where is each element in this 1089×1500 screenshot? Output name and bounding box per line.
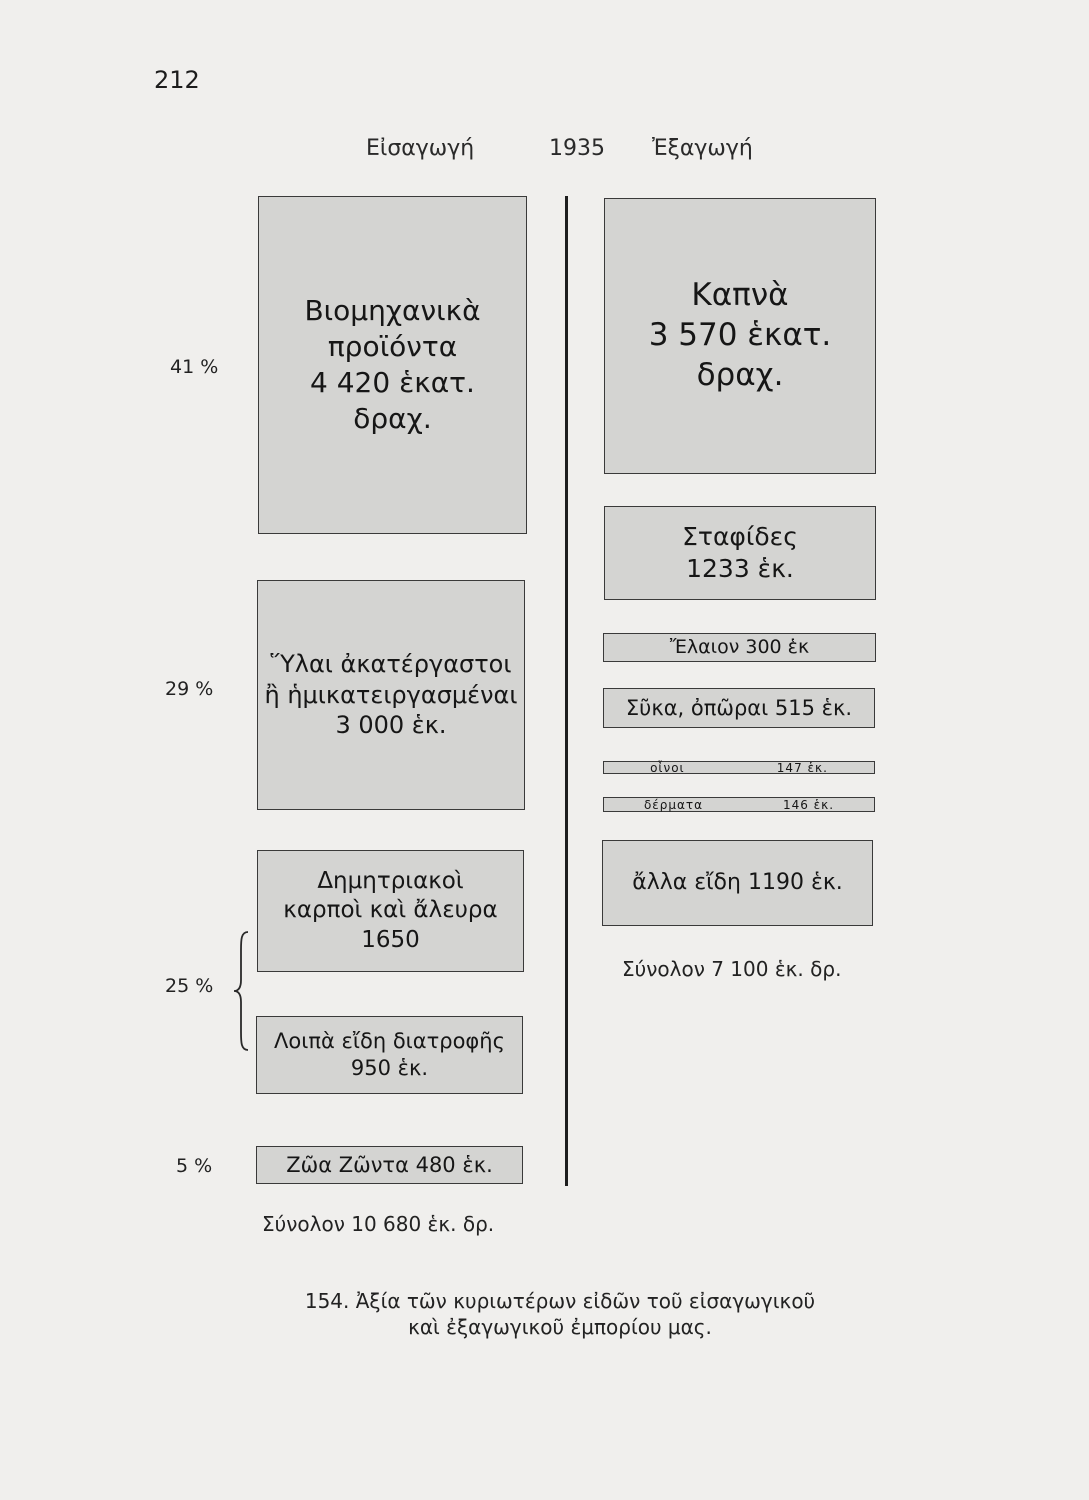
percent-label-25: 25 % [165, 975, 214, 997]
import-bar-live-animals: Ζῶα Ζῶντα 480 ἑκ. [256, 1146, 523, 1184]
export-bar-other-goods: ἄλλα εἴδη 1190 ἑκ. [602, 840, 873, 926]
percent-label-41: 41 % [170, 356, 219, 378]
import-bar-industrial-products: Βιομηχανικὰ προϊόντα 4 420 ἑκατ. δραχ. [258, 196, 527, 534]
export-bar-hides-amount: 146 ἑκ. [782, 797, 835, 812]
export-bar-olive-oil: Ἔλαιον 300 ἑκ [603, 633, 876, 662]
export-bar-figs-fruit: Σῦκα, ὀπῶραι 515 ἑκ. [603, 688, 875, 728]
percent-label-29: 29 % [165, 678, 214, 700]
export-bar-tobacco: Καπνὰ 3 570 ἑκατ. δραχ. [604, 198, 876, 474]
export-total: Σύνολον 7 100 ἑκ. δρ. [622, 957, 842, 981]
import-bar-other-foodstuffs: Λοιπὰ εἴδη διατροφῆς 950 ἑκ. [256, 1016, 523, 1094]
import-bar-cereals-flour: Δημητριακοὶ καρποὶ καὶ ἄλευρα 1650 [257, 850, 524, 972]
export-bar-hides [603, 797, 875, 812]
export-bar-wine-amount: 147 ἑκ. [776, 760, 828, 775]
export-bar-wine-name: οἶνοι [650, 760, 685, 775]
import-total: Σύνολον 10 680 ἑκ. δρ. [262, 1212, 495, 1236]
import-bar-raw-materials: Ὕλαι ἀκατέργαστοι ἢ ἡμικατειργασμέναι 3 000 ἑκ. [257, 580, 525, 810]
export-header: Ἐξαγωγή [652, 136, 753, 161]
export-bar-wine [603, 761, 875, 774]
year-header: 1935 [549, 136, 605, 161]
export-bar-hides-name: δέρματα [643, 797, 704, 812]
center-divider [565, 196, 568, 1186]
figure-caption: 154. Ἀξία τῶν κυριωτέρων εἰδῶν τοῦ εἰσαγωγικοῦ καὶ ἐξαγωγικοῦ ἐμπορίου μας. [304, 1289, 816, 1339]
brace-group-25 [232, 930, 252, 1052]
page-number: 212 [154, 66, 200, 94]
percent-label-5: 5 % [176, 1155, 213, 1177]
export-bar-raisins: Σταφίδες 1233 ἑκ. [604, 506, 876, 600]
import-header: Εἰσαγωγή [366, 136, 475, 161]
